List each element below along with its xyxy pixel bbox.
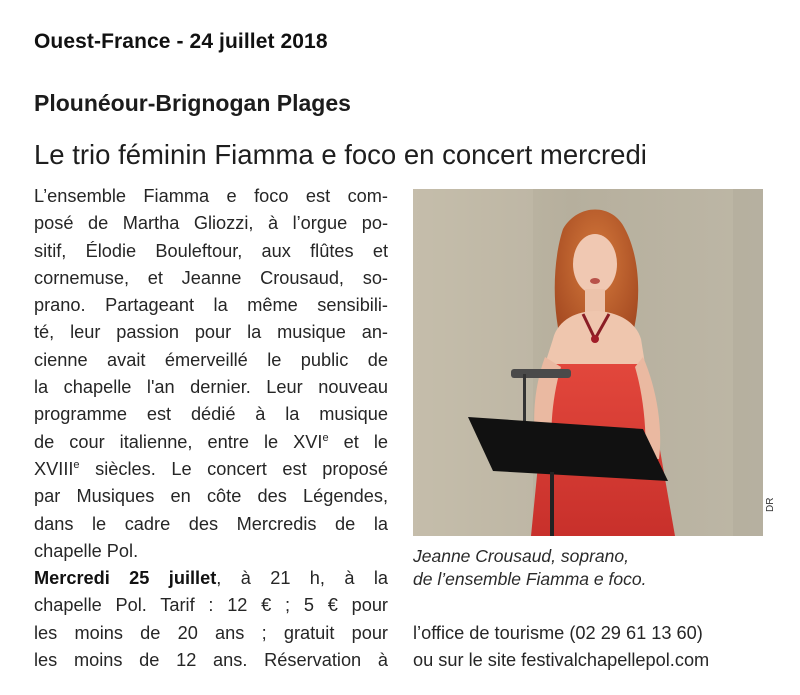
body-line: la chapelle l'an dernier. Leur nouveau xyxy=(34,377,388,398)
practical-line: les moins de 20 ans ; gratuit pour xyxy=(34,622,388,643)
body-line: té, leur passion pour la musique an- xyxy=(34,322,388,343)
music-stand-pole xyxy=(550,472,554,536)
town-heading: Plounéour-Brignogan Plages xyxy=(34,90,351,116)
body-line: posé de Martha Gliozzi, à l’orgue po- xyxy=(34,213,388,234)
necklace-pendant xyxy=(591,335,599,343)
wall-shadow xyxy=(733,189,763,536)
superscript: e xyxy=(322,431,329,444)
body-line: programme est dédié à la musique xyxy=(34,404,388,425)
contact-line: ou sur le site festivalchapellepol.com xyxy=(413,650,710,671)
singer-photo xyxy=(413,189,763,536)
contact-info xyxy=(413,620,709,675)
practical-info xyxy=(34,565,388,674)
body-line: sitif, Élodie Bouleftour, aux flûtes et xyxy=(34,240,388,261)
body-line: chapelle Pol. xyxy=(34,540,139,561)
newspaper-source-date: Ouest-France - 24 juillet 2018 xyxy=(34,30,328,53)
practical-line: chapelle Pol. Tarif : 12 € ; 5 € pour xyxy=(34,595,388,616)
body-text: de cour italienne, entre le XVI xyxy=(34,431,323,452)
article-body xyxy=(34,183,388,565)
body-line: cornemuse, et Jeanne Crousaud, so- xyxy=(34,267,388,288)
practical-line xyxy=(34,565,388,592)
body-line: dans le cadre des Mercredis de la xyxy=(34,513,388,534)
stand-lamp xyxy=(511,369,571,378)
body-text: et le xyxy=(328,431,388,452)
body-line: L’ensemble Fiamma e foco est com- xyxy=(34,186,388,206)
singer-face xyxy=(573,234,617,294)
article-headline: Le trio féminin Fiamma e foco en concert mercredi xyxy=(34,139,647,170)
singer-mouth xyxy=(590,278,600,284)
body-line: cienne avait émerveillé le public de xyxy=(34,349,388,370)
body-text: XVIII xyxy=(34,458,74,479)
photo-credit: DR xyxy=(765,497,776,512)
body-line: prano. Partageant la même sensibili- xyxy=(34,295,388,316)
practical-line: les moins de 12 ans. Réservation à xyxy=(34,649,388,670)
wall-light-area xyxy=(413,189,533,536)
body-line: par Musiques en côte des Légendes, xyxy=(34,486,388,507)
body-text: siècles. Le concert est proposé xyxy=(79,458,388,479)
practical-text: , à 21 h, à la xyxy=(216,568,388,588)
caption-line: de l’ensemble Fiamma e foco. xyxy=(413,569,647,589)
lamp-stem xyxy=(523,374,526,424)
singer-illustration xyxy=(413,189,763,536)
contact-line: l’office de tourisme (02 29 61 13 60) xyxy=(413,623,703,643)
event-date: Mercredi 25 juillet xyxy=(34,568,217,588)
body-line-centuries xyxy=(34,429,388,456)
caption-line: Jeanne Crousaud, soprano, xyxy=(413,546,629,566)
superscript: e xyxy=(73,458,80,471)
body-line-centuries xyxy=(34,456,388,483)
photo-caption xyxy=(413,545,646,591)
